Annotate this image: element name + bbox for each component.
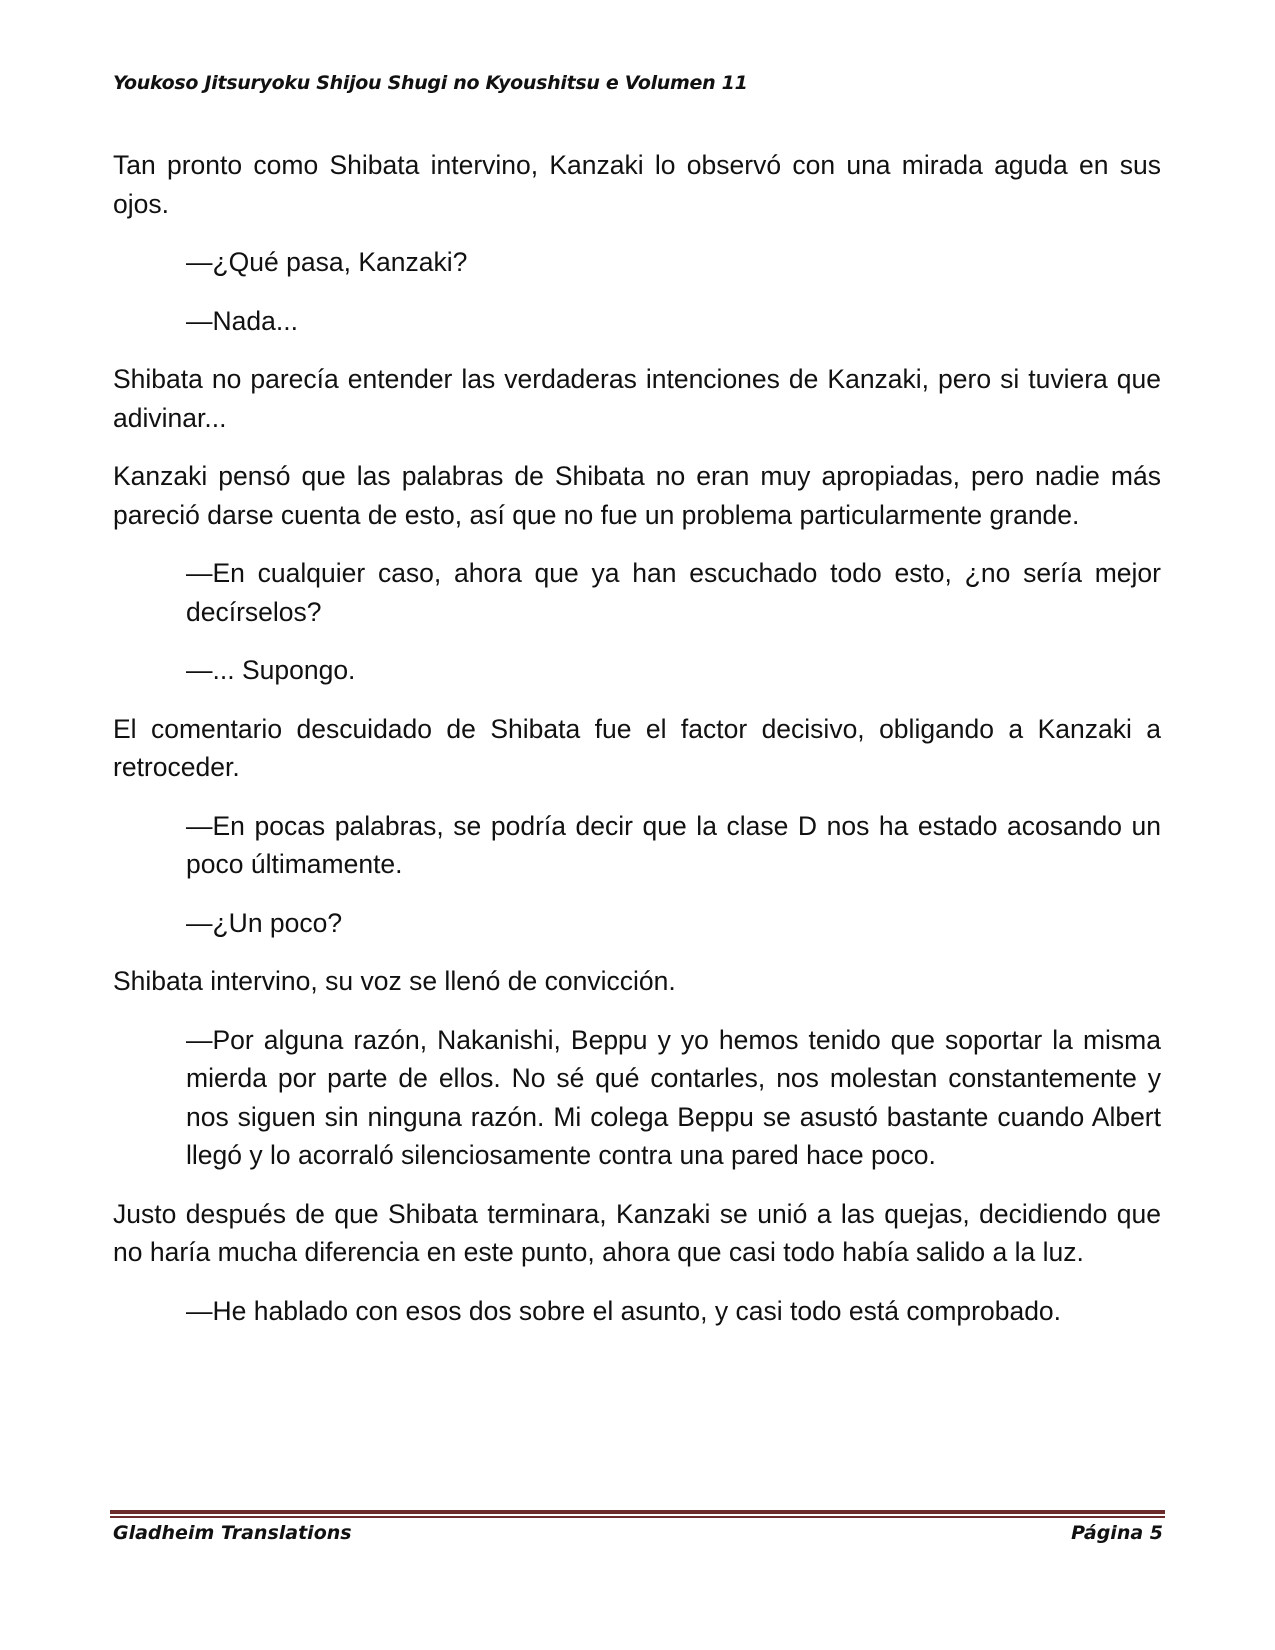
paragraph-4: El comentario descuidado de Shibata fue el factor decisivo, obligando a Kanzaki a retroceder.	[113, 713, 1161, 782]
page-footer	[113, 1522, 1163, 1544]
paragraph-1: Tan pronto como Shibata intervino, Kanzaki lo observó con una mirada aguda en sus ojos.	[113, 150, 1161, 219]
paragraph-2: Shibata no parecía entender las verdaderas intenciones de Kanzaki, pero si tuviera que adivinar...	[113, 364, 1161, 433]
page-number: Página 5	[1071, 1522, 1163, 1544]
footer-divider	[110, 1510, 1165, 1518]
paragraph-3: Kanzaki pensó que las palabras de Shibata no eran muy apropiadas, pero nadie más pareció darse cuenta de esto, así que no fue un problema particularmente grande.	[113, 461, 1161, 530]
paragraph-5: Shibata intervino, su voz se llenó de convicción.	[113, 966, 676, 996]
dialogue-5: —En pocas palabras, se podría decir que la clase D nos ha estado acosando un poco últimamente.	[186, 810, 1161, 879]
dialogue-2: —Nada...	[186, 305, 298, 336]
dialogue-4: —... Supongo.	[186, 655, 356, 685]
footer-divider-thin	[110, 1516, 1165, 1518]
paragraph-6: Justo después de que Shibata terminara, Kanzaki se unió a las quejas, decidiendo que no haría mucha diferencia en este punto, ahora que casi todo había salido a la luz.	[113, 1198, 1161, 1267]
page-header-title: Youkoso Jitsuryoku Shijou Shugi no Kyoushitsu e Volumen 11	[113, 72, 748, 94]
dialogue-7: —Por alguna razón, Nakanishi, Beppu y yo hemos tenido que soportar la misma mierda por parte de ellos. No sé qué contarles, nos molestan constantemente y nos siguen sin ninguna razón. Mi colega Beppu se asustó bastante cuando Albert llegó y lo acorraló silenciosamente contra una pared hace poco.	[186, 1024, 1161, 1170]
dialogue-1: —¿Qué pasa, Kanzaki?	[186, 247, 468, 277]
dialogue-3: —En cualquier caso, ahora que ya han escuchado todo esto, ¿no sería mejor decírselos?	[186, 558, 1161, 627]
dialogue-8: —He hablado con esos dos sobre el asunto, y casi todo está comprobado.	[186, 1295, 1062, 1326]
footer-credit: Gladheim Translations	[113, 1522, 352, 1544]
page-body	[113, 146, 1161, 1350]
dialogue-6: —¿Un poco?	[186, 907, 343, 938]
footer-divider-thick	[110, 1510, 1165, 1514]
